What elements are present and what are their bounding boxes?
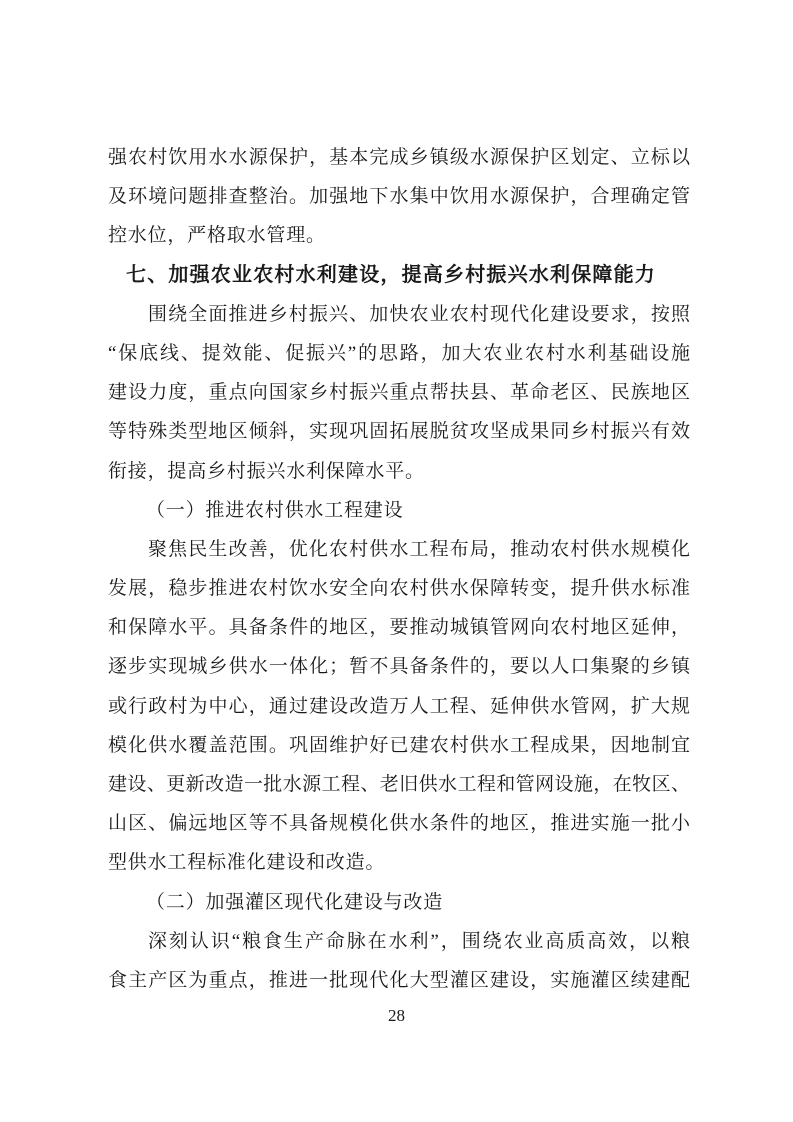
subsection-heading: （一）推进农村供水工程建设 (146, 499, 404, 521)
text-line: 和保障水平。具备条件的地区，要推动城镇管网向农村地区延伸， (108, 617, 690, 639)
subsection-heading: （二）加强灌区现代化建设与改造 (146, 891, 444, 913)
text-line: 控水位，严格取水管理。 (108, 225, 326, 247)
text-line: 及环境问题排查整治。加强地下水集中饮用水源保护，合理确定管 (108, 186, 690, 208)
text-line: 山区、偏远地区等不具备规模化供水条件的地区，推进实施一批小 (108, 813, 690, 835)
text-line: 模化供水覆盖范围。巩固维护好已建农村供水工程成果，因地制宜 (108, 734, 690, 756)
section-heading: 七、加强农业农村水利建设，提高乡村振兴水利保障能力 (126, 263, 656, 286)
text-line: 强农村饮用水水源保护，基本完成乡镇级水源保护区划定、立标以 (108, 147, 690, 168)
text-line: 衔接，提高乡村振兴水利保障水平。 (108, 460, 425, 482)
text-line: 发展，稳步推进农村饮水安全向农村供水保障转变，提升供水标准 (108, 578, 690, 600)
text-line: 围绕全面推进乡村振兴、加快农业农村现代化建设要求，按照 (148, 303, 690, 325)
text-line: 等特殊类型地区倾斜，实现巩固拓展脱贫攻坚成果同乡村振兴有效 (108, 421, 690, 443)
text-line: 食主产区为重点，推进一批现代化大型灌区建设，实施灌区续建配 (108, 969, 690, 991)
text-line: 深刻认识“粮食生产命脉在水利”，围绕农业高质高效，以粮 (148, 930, 690, 952)
document-body (108, 138, 690, 1000)
text-line: 逐步实现城乡供水一体化；暂不具备条件的，要以人口集聚的乡镇 (108, 656, 690, 678)
text-line: 建设、更新改造一批水源工程、老旧供水工程和管网设施，在牧区、 (108, 774, 690, 795)
text-line: 建设力度，重点向国家乡村振兴重点帮扶县、革命老区、民族地区 (108, 382, 690, 404)
text-line: 聚焦民生改善，优化农村供水工程布局，推动农村供水规模化 (148, 538, 690, 560)
page-number: 28 (388, 1006, 405, 1025)
text-line: “保底线、提效能、促振兴”的思路，加大农业农村水利基础设施 (108, 342, 690, 364)
text-line: 或行政村为中心，通过建设改造万人工程、延伸供水管网，扩大规 (108, 695, 690, 717)
text-line: 型供水工程标准化建设和改造。 (108, 852, 386, 874)
